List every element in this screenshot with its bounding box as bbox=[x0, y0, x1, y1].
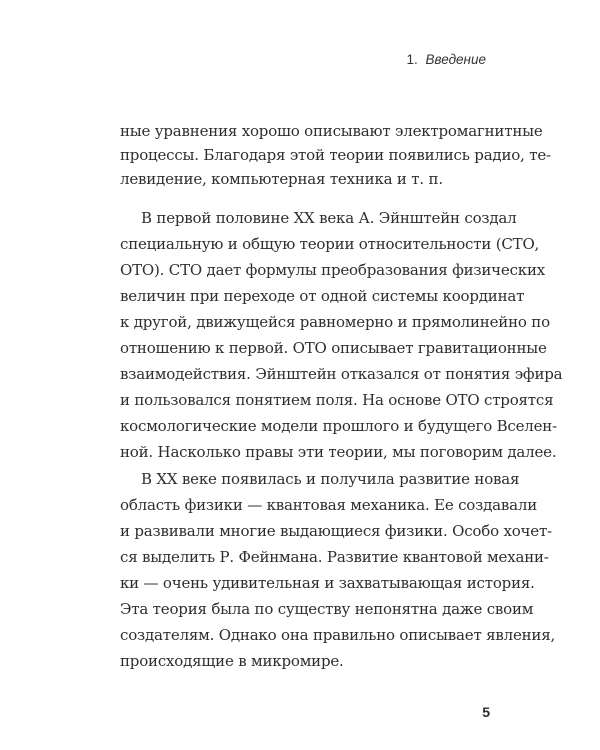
text-line: ОТО). СТО дает формулы преобразования физических bbox=[120, 261, 546, 279]
text-line: ся выделить Р. Фейнмана. Развитие квантовой механи- bbox=[120, 548, 549, 566]
text-line: ки — очень удивительная и захватывающая история. bbox=[120, 574, 535, 592]
text-line: ные уравнения хорошо описывают электромагнитные bbox=[120, 122, 543, 140]
text-line: отношению к первой. ОТО описывает гравитационные bbox=[120, 339, 547, 357]
text-line: создателям. Однако она правильно описывает явления, bbox=[120, 626, 556, 644]
text-line: ной. Насколько правы эти теории, мы поговорим далее. bbox=[120, 443, 557, 461]
chapter-title: Введение bbox=[425, 52, 486, 67]
running-head bbox=[406, 52, 486, 67]
text-line: космологические модели прошлого и будущего Вселен- bbox=[120, 417, 557, 435]
text-line: область физики — квантовая механика. Ее создавали bbox=[120, 496, 537, 514]
text-line: Эта теория была по существу непонятна даже своим bbox=[120, 600, 534, 618]
text-line: специальную и общую теории относительности (СТО, bbox=[120, 235, 540, 253]
text-line: к другой, движущейся равномерно и прямолинейно по bbox=[120, 313, 550, 331]
text-line: и развивали многие выдающиеся физики. Особо хочет- bbox=[120, 522, 552, 540]
text-line: В первой половине XX века А. Эйнштейн создал bbox=[141, 209, 517, 227]
text-line: левидение, компьютерная техника и т. п. bbox=[120, 170, 443, 188]
text-line: и пользовался понятием поля. На основе ОТО строятся bbox=[120, 391, 554, 409]
text-line: величин при переходе от одной системы координат bbox=[120, 287, 525, 305]
text-line: взаимодействия. Эйнштейн отказался от понятия эфира bbox=[120, 365, 563, 383]
text-line: процессы. Благодаря этой теории появились радио, те- bbox=[120, 146, 551, 164]
text-line: происходящие в микромире. bbox=[120, 652, 344, 670]
page-number: 5 bbox=[482, 704, 490, 720]
chapter-number: 1. bbox=[406, 52, 418, 67]
text-line: В XX веке появилась и получила развитие новая bbox=[141, 470, 520, 488]
